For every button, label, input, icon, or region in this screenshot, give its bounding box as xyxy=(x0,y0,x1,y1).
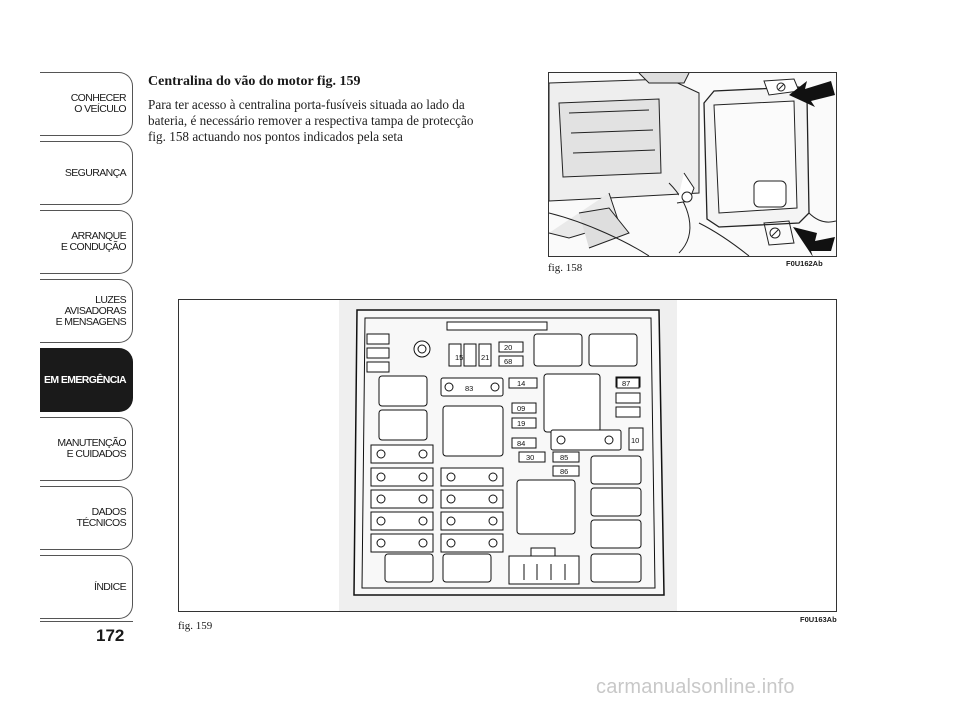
tab-label-line: E CONDUÇÃO xyxy=(60,241,126,253)
fuse-label-87: 87 xyxy=(622,379,631,388)
fuse-label-30: 30 xyxy=(526,453,535,462)
figure-158-code: F0U162Ab xyxy=(786,259,823,268)
body-paragraph: Para ter acesso à centralina porta-fusíveis situada ao lado da bateria, é necessário remover a respectiva tampa de protecção fig. 158 actuando nos pontos indicados pela seta xyxy=(148,97,474,145)
fuse-label-15: 15 xyxy=(455,353,464,362)
fuse-label-19: 19 xyxy=(517,419,526,428)
tab-label-line: TÉCNICOS xyxy=(76,517,126,529)
tab-label-line: AVISADORAS xyxy=(64,304,126,317)
fuse-label-68: 68 xyxy=(504,357,513,366)
tab-label-line: ÍNDICE xyxy=(94,580,126,593)
tab-label-line: ARRANQUE xyxy=(71,230,126,242)
tab-label-line: MANUTENÇÃO xyxy=(57,437,126,449)
fuse-label-14: 14 xyxy=(517,379,526,388)
figure-158-engine-bay xyxy=(548,72,837,257)
tab-label-line: E MENSAGENS xyxy=(55,315,126,328)
figure-159-fuse-box xyxy=(178,299,837,612)
fuse-label-84: 84 xyxy=(517,439,526,448)
fuse-label-09: 09 xyxy=(517,404,526,413)
tab-seguranca[interactable] xyxy=(40,141,133,205)
fuse-label-83: 83 xyxy=(465,384,474,393)
tab-label-line: SEGURANÇA xyxy=(64,166,126,179)
page-number-rule xyxy=(40,621,133,622)
fuse-label-85: 85 xyxy=(560,453,569,462)
engine-bay-illustration xyxy=(549,73,836,256)
tab-label-line: E CUIDADOS xyxy=(66,448,126,460)
tab-dados-tecnicos[interactable] xyxy=(40,486,133,550)
tab-label-line: EM EMERGÊNCIA xyxy=(43,373,126,386)
fuse-label-20: 20 xyxy=(504,343,513,352)
fuse-label-86: 86 xyxy=(560,467,569,476)
tab-label-line: CONHECER xyxy=(70,92,126,104)
fuse-box-diagram xyxy=(179,300,836,611)
arrow-bottom xyxy=(793,227,835,256)
fuse-label-10: 10 xyxy=(631,436,640,445)
tab-luzes-avisadoras[interactable] xyxy=(40,279,133,343)
tab-em-emergencia[interactable] xyxy=(40,348,133,412)
section-heading: Centralina do vão do motor fig. 159 xyxy=(148,74,361,89)
fuse-label-21: 21 xyxy=(481,353,490,362)
tab-manutencao-e-cuidados[interactable] xyxy=(40,417,133,481)
tab-label-line: DADOS xyxy=(91,506,126,518)
figure-159-caption: fig. 159 xyxy=(178,620,213,632)
tab-label-line: O VEÍCULO xyxy=(74,103,126,115)
figure-158-caption: fig. 158 xyxy=(548,262,583,274)
tab-conhecer-o-veiculo[interactable] xyxy=(40,72,133,136)
tab-indice[interactable] xyxy=(40,555,133,619)
figure-159-code: F0U163Ab xyxy=(800,615,837,624)
watermark: carmanualsonline.info xyxy=(596,676,795,698)
tab-arranque-e-conducao[interactable] xyxy=(40,210,133,274)
tab-label-line: LUZES xyxy=(95,293,126,306)
page-number: 172 xyxy=(96,626,125,645)
